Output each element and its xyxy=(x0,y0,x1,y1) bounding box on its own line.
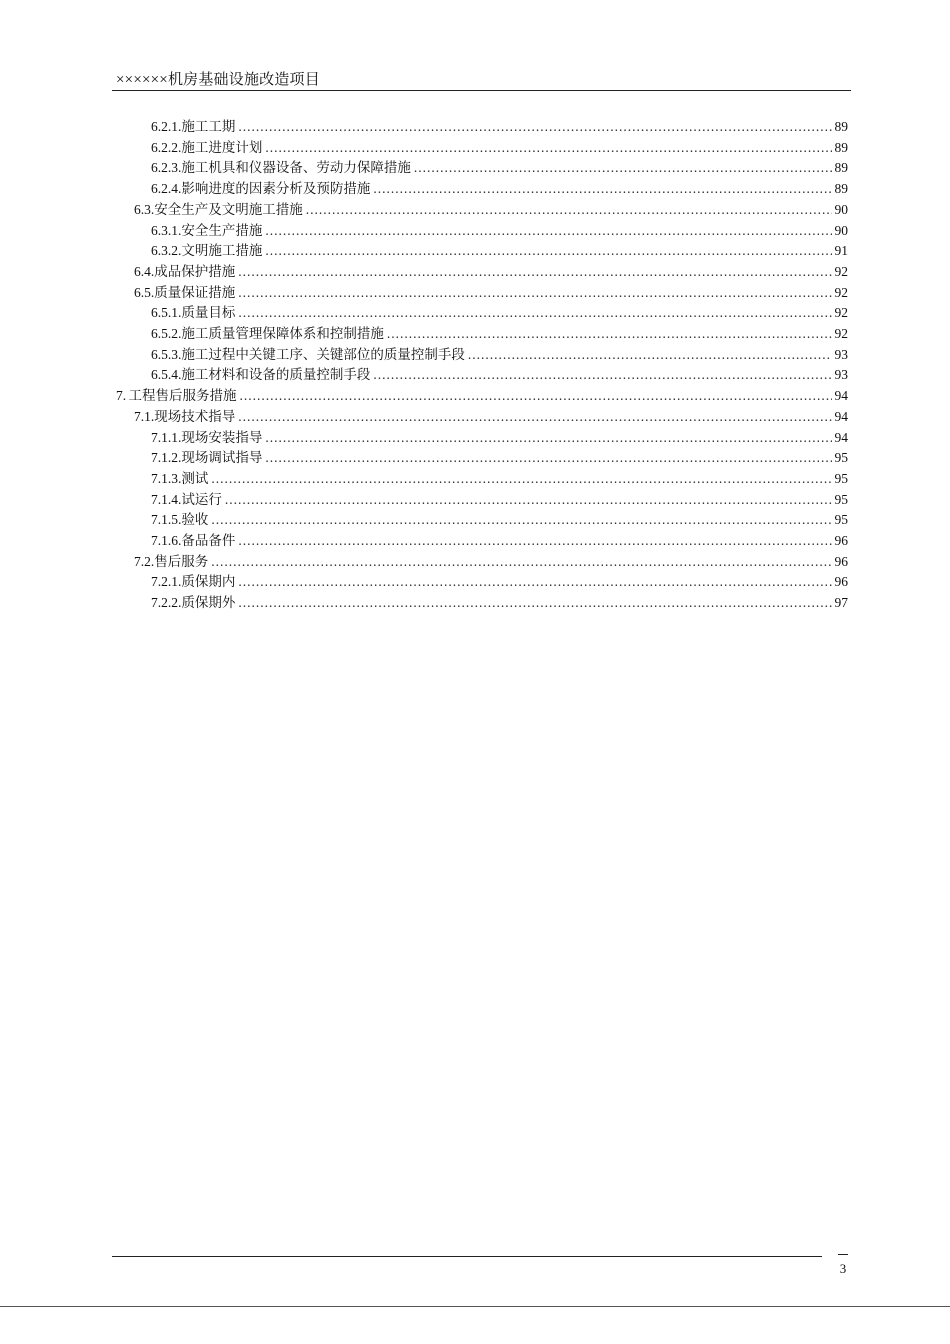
toc-entry-title: 施工机具和仪器设备、劳动力保障措施 xyxy=(181,160,411,176)
toc-entry-title: 测试 xyxy=(181,470,209,486)
toc-entry[interactable] xyxy=(134,283,848,303)
toc-entry-title: 施工材料和设备的质量控制手段 xyxy=(181,367,371,383)
toc-entry-number: 6.3. xyxy=(134,201,155,217)
toc-entry-page: 94 xyxy=(834,388,848,404)
toc-entry-page: 96 xyxy=(834,574,848,590)
toc-entry[interactable] xyxy=(151,138,848,158)
toc-entry-number: 7.2.1. xyxy=(151,574,182,590)
toc-dot-leader xyxy=(265,221,831,241)
toc-entry-page: 89 xyxy=(834,119,848,134)
toc-entry-number: 7.1. xyxy=(134,408,155,424)
toc-entry-number: 6.3.1. xyxy=(151,222,182,238)
toc-entry[interactable] xyxy=(151,448,848,468)
toc-dot-leader xyxy=(238,407,831,427)
toc-entry-number: 6.5.4. xyxy=(151,367,182,383)
toc-entry-page: 96 xyxy=(834,533,848,548)
toc-entry-number: 6.2.2. xyxy=(151,139,182,155)
toc-entry-title: 成品保护措施 xyxy=(154,263,236,279)
toc-entry[interactable] xyxy=(151,428,848,448)
toc-entry-number: 7.1.2. xyxy=(151,450,182,466)
toc-entry-title: 工程售后服务措施 xyxy=(128,388,237,404)
toc-dot-leader xyxy=(225,490,832,510)
toc-entry-number: 6.4. xyxy=(134,263,155,279)
toc-entry-number: 6.5. xyxy=(134,284,155,300)
toc-entry-title: 施工过程中关键工序、关键部位的质量控制手段 xyxy=(181,346,465,362)
toc-entry-page: 92 xyxy=(834,305,848,321)
toc-entry-page: 90 xyxy=(834,222,848,238)
toc-entry[interactable] xyxy=(116,386,848,406)
toc-entry[interactable] xyxy=(151,303,848,323)
toc-dot-leader xyxy=(468,345,832,365)
toc-entry-title: 现场技术指导 xyxy=(154,408,236,424)
toc-entry[interactable] xyxy=(151,365,848,385)
toc-dot-leader xyxy=(211,469,831,489)
toc-entry-number: 6.5.3. xyxy=(151,346,182,362)
page-number: 3 xyxy=(839,1261,847,1276)
toc-entry[interactable] xyxy=(151,221,848,241)
toc-dot-leader xyxy=(265,241,831,261)
toc-entry[interactable] xyxy=(151,241,848,261)
toc-entry-number: 7. xyxy=(116,388,127,404)
toc-entry-title: 施工质量管理保障体系和控制措施 xyxy=(181,326,384,341)
toc-entry-title: 质保期内 xyxy=(181,574,236,590)
toc-entry-page: 90 xyxy=(834,201,848,217)
toc-entry-title: 影响进度的因素分析及预防措施 xyxy=(181,181,371,197)
toc-entry-page: 92 xyxy=(834,284,848,300)
toc-dot-leader xyxy=(211,552,831,572)
toc-entry-title: 现场调试指导 xyxy=(181,450,263,466)
toc-entry-page: 93 xyxy=(834,346,848,362)
toc-entry-title: 现场安装指导 xyxy=(181,429,263,445)
toc-entry-page: 97 xyxy=(834,595,848,611)
toc-entry-title: 文明施工措施 xyxy=(181,243,263,259)
toc-entry-page: 91 xyxy=(834,243,848,259)
toc-entry[interactable] xyxy=(151,324,848,344)
footer-tick xyxy=(838,1254,848,1255)
toc-entry-title: 质量保证措施 xyxy=(154,284,236,300)
toc-entry-title: 安全生产措施 xyxy=(181,222,263,238)
toc-entry-title: 质保期外 xyxy=(181,595,236,611)
toc-dot-leader xyxy=(238,117,831,137)
toc-entry-page: 92 xyxy=(834,326,848,341)
toc-entry-page: 95 xyxy=(834,491,848,507)
toc-entry-page: 96 xyxy=(834,553,848,569)
toc-dot-leader xyxy=(211,510,831,530)
toc-entry[interactable] xyxy=(151,490,848,510)
toc-entry-page: 93 xyxy=(834,367,848,383)
toc-entry-number: 7.1.3. xyxy=(151,470,182,486)
toc-entry[interactable] xyxy=(151,179,848,199)
toc-dot-leader xyxy=(265,428,831,448)
header-rule xyxy=(112,90,851,91)
toc-entry-page: 89 xyxy=(834,139,848,155)
header-title: ××××××机房基础设施改造项目 xyxy=(116,72,320,88)
toc-entry-number: 7.2.2. xyxy=(151,595,182,611)
toc-entry-page: 92 xyxy=(834,263,848,279)
toc-entry-title: 施工进度计划 xyxy=(181,139,263,155)
toc-entry[interactable] xyxy=(151,117,848,137)
toc-dot-leader xyxy=(238,593,831,613)
toc-entry-number: 6.5.2. xyxy=(151,326,182,341)
toc-entry-title: 验收 xyxy=(181,512,209,528)
toc-entry[interactable] xyxy=(151,158,848,178)
toc-entry-number: 7.1.1. xyxy=(151,429,182,445)
toc-dot-leader xyxy=(238,262,831,282)
toc-entry-page: 94 xyxy=(834,408,848,424)
toc-entry-page: 95 xyxy=(834,512,848,528)
toc-dot-leader xyxy=(373,179,831,199)
toc-entry-page: 95 xyxy=(834,450,848,466)
toc-dot-leader xyxy=(265,138,831,158)
toc-entry-number: 6.2.1. xyxy=(151,119,182,134)
toc-entry[interactable] xyxy=(151,593,848,613)
toc-entry-number: 6.2.4. xyxy=(151,181,182,197)
toc-entry[interactable] xyxy=(151,510,848,530)
toc-dot-leader xyxy=(387,324,832,344)
toc-dot-leader xyxy=(238,283,831,303)
toc-entry[interactable] xyxy=(151,469,848,489)
toc-dot-leader xyxy=(240,386,832,406)
toc-entry-number: 7.2. xyxy=(134,553,155,569)
toc-entry-number: 7.1.5. xyxy=(151,512,182,528)
toc-entry-title: 备品备件 xyxy=(181,533,236,548)
toc-entry[interactable] xyxy=(134,262,848,282)
toc-entry-title: 安全生产及文明施工措施 xyxy=(154,201,303,217)
toc-entry-title: 施工工期 xyxy=(181,119,236,134)
toc-dot-leader xyxy=(373,365,831,385)
toc-entry-number: 7.1.4. xyxy=(151,491,182,507)
toc-entry[interactable] xyxy=(151,531,848,551)
toc-entry-number: 6.3.2. xyxy=(151,243,182,259)
toc-dot-leader xyxy=(306,200,832,220)
toc-entry-number: 6.5.1. xyxy=(151,305,182,321)
footer-rule xyxy=(112,1256,822,1257)
toc-entry-title: 质量目标 xyxy=(181,305,236,321)
toc-entry-number: 7.1.6. xyxy=(151,533,182,548)
toc-entry[interactable] xyxy=(151,572,848,592)
toc-entry[interactable] xyxy=(134,200,848,220)
toc-entry-page: 94 xyxy=(834,429,848,445)
toc-entry[interactable] xyxy=(134,407,848,427)
toc-entry[interactable] xyxy=(151,345,848,365)
toc-entry[interactable] xyxy=(134,552,848,572)
toc-entry-number: 6.2.3. xyxy=(151,160,182,176)
toc-dot-leader xyxy=(265,448,831,468)
toc-dot-leader xyxy=(238,303,831,323)
toc-dot-leader xyxy=(238,572,831,592)
toc-entry-page: 89 xyxy=(834,160,848,176)
toc-entry-title: 试运行 xyxy=(181,491,222,507)
toc-entry-page: 89 xyxy=(834,181,848,197)
toc-dot-leader xyxy=(238,531,831,551)
page-bottom-edge xyxy=(0,1306,950,1307)
toc-dot-leader xyxy=(414,158,832,178)
toc-entry-title: 售后服务 xyxy=(154,553,209,569)
toc-entry-page: 95 xyxy=(834,470,848,486)
